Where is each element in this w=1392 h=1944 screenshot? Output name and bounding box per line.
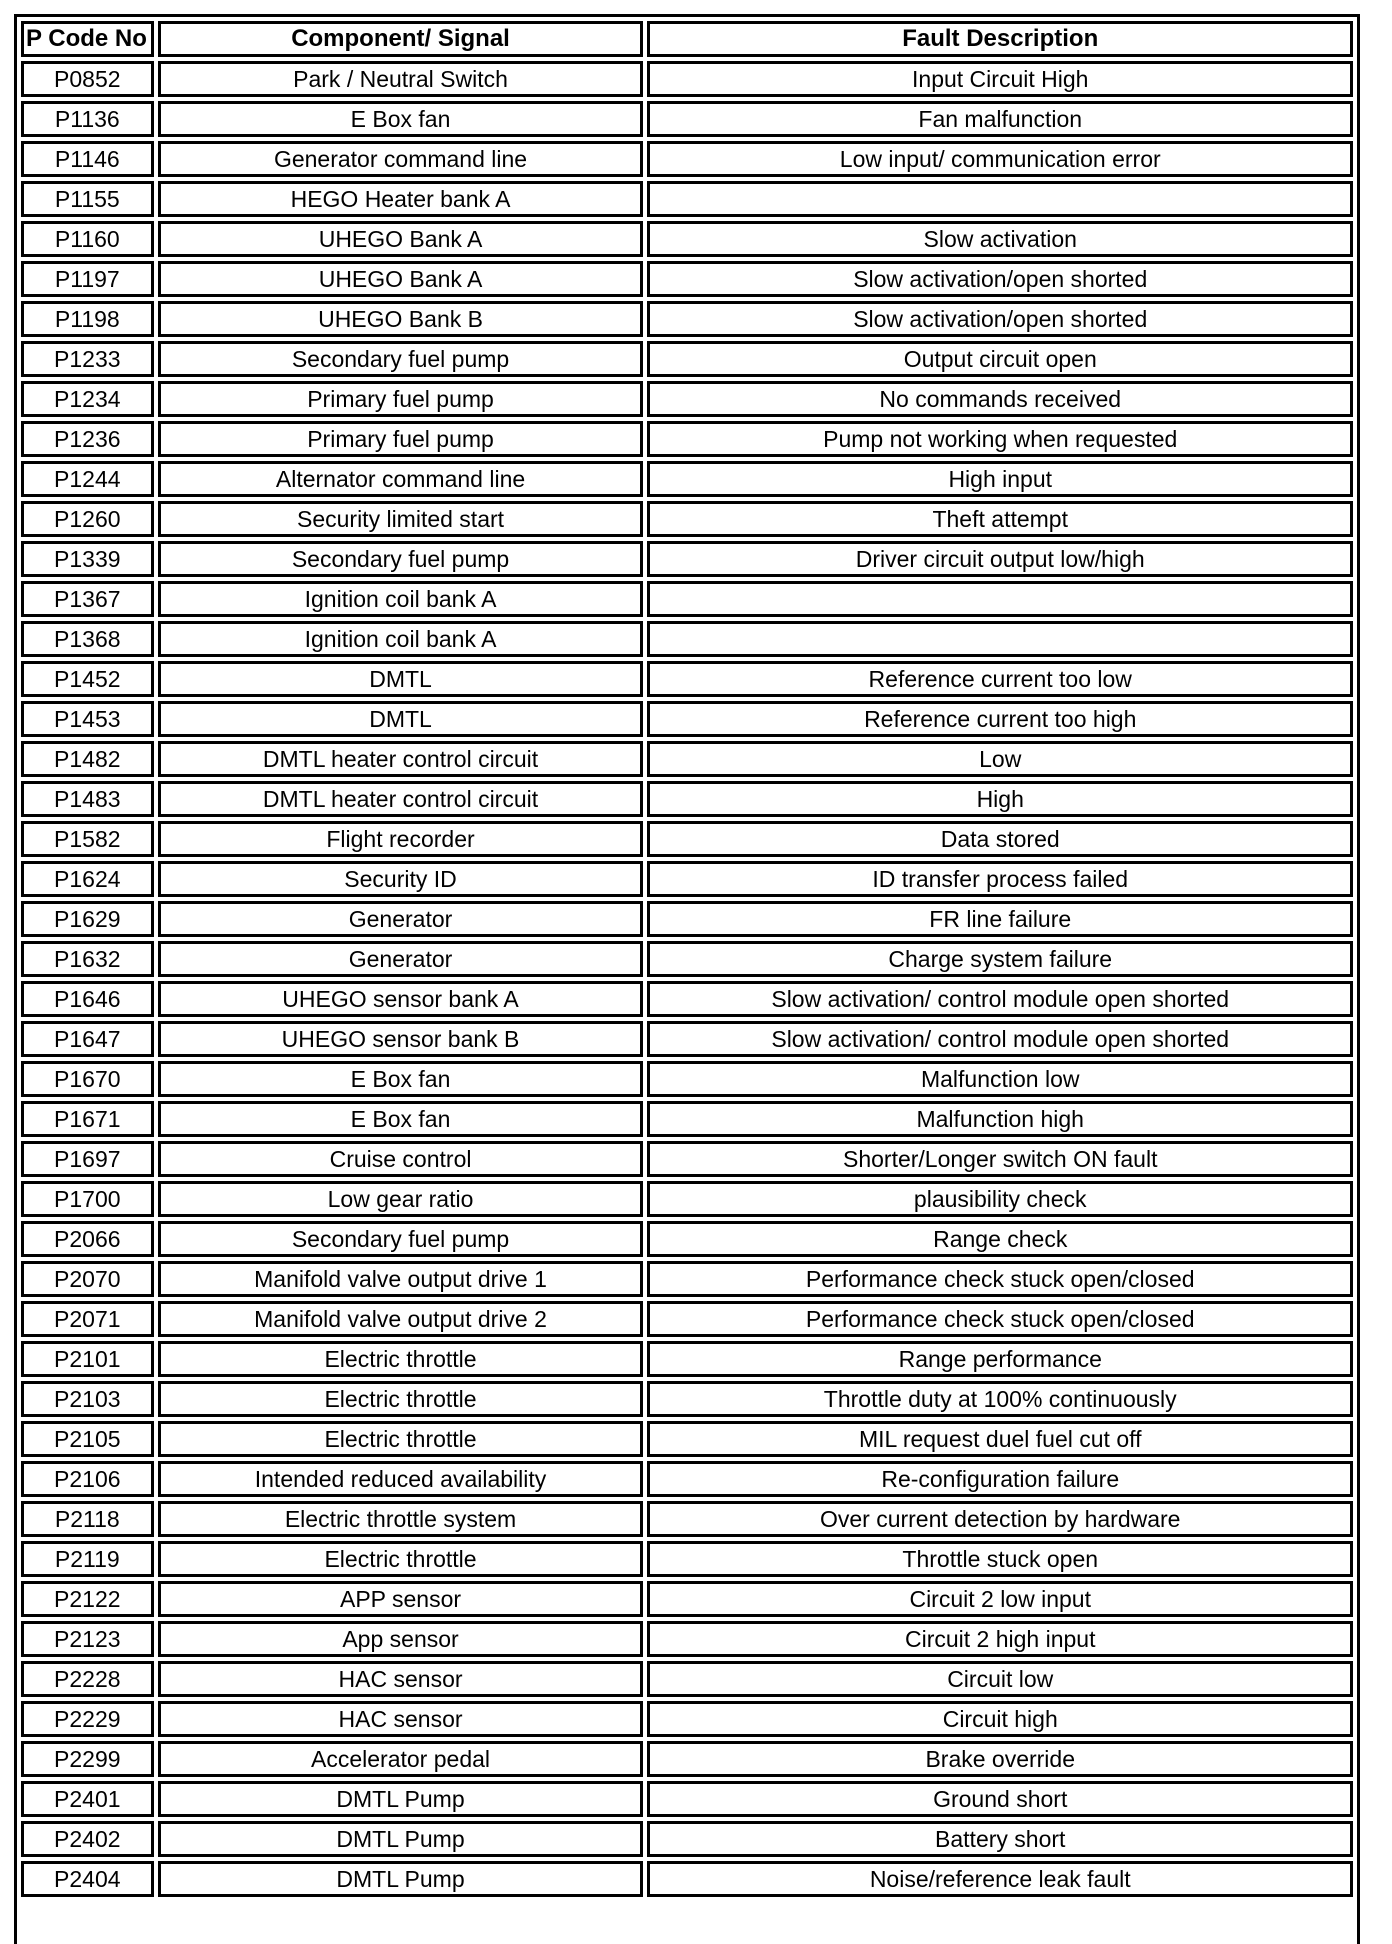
- cell-component: DMTL Pump: [158, 1861, 644, 1897]
- cell-code: P1260: [21, 501, 154, 537]
- cell-code: P1670: [21, 1061, 154, 1097]
- cell-fault: FR line failure: [647, 901, 1353, 937]
- cell-code: P1671: [21, 1101, 154, 1137]
- cell-fault: Battery short: [647, 1821, 1353, 1857]
- cell-code: P1136: [21, 101, 154, 137]
- table-row: [21, 621, 1353, 657]
- cell-code: P1244: [21, 461, 154, 497]
- cell-fault: Charge system failure: [647, 941, 1353, 977]
- cell-fault: Data stored: [647, 821, 1353, 857]
- cell-fault: Range check: [647, 1221, 1353, 1257]
- cell-fault: Noise/reference leak fault: [647, 1861, 1353, 1897]
- column-header-code: P Code No: [21, 21, 154, 57]
- cell-component: Generator command line: [158, 141, 644, 177]
- cell-fault: Input Circuit High: [647, 61, 1353, 97]
- table-row: [21, 181, 1353, 217]
- cell-fault: Pump not working when requested: [647, 421, 1353, 457]
- table-row: [21, 301, 1353, 337]
- cell-fault: High: [647, 781, 1353, 817]
- fault-code-table: [17, 17, 1357, 1901]
- cell-fault: Circuit 2 low input: [647, 1581, 1353, 1617]
- cell-fault: Slow activation: [647, 221, 1353, 257]
- table-row: [21, 661, 1353, 697]
- table-row: [21, 101, 1353, 137]
- cell-component: Cruise control: [158, 1141, 644, 1177]
- cell-code: P1234: [21, 381, 154, 417]
- cell-component: E Box fan: [158, 101, 644, 137]
- cell-component: DMTL heater control circuit: [158, 741, 644, 777]
- cell-fault: [647, 621, 1353, 657]
- cell-code: P1233: [21, 341, 154, 377]
- table-row: [21, 1701, 1353, 1737]
- cell-fault: Over current detection by hardware: [647, 1501, 1353, 1537]
- cell-code: P2402: [21, 1821, 154, 1857]
- cell-component: DMTL Pump: [158, 1781, 644, 1817]
- cell-component: APP sensor: [158, 1581, 644, 1617]
- cell-fault: Ground short: [647, 1781, 1353, 1817]
- table-row: [21, 61, 1353, 97]
- cell-code: P1453: [21, 701, 154, 737]
- table-row: [21, 1501, 1353, 1537]
- cell-fault: Slow activation/ control module open shorted: [647, 981, 1353, 1017]
- cell-fault: Output circuit open: [647, 341, 1353, 377]
- cell-code: P1368: [21, 621, 154, 657]
- cell-fault: MIL request duel fuel cut off: [647, 1421, 1353, 1457]
- cell-code: P1624: [21, 861, 154, 897]
- cell-fault: Malfunction low: [647, 1061, 1353, 1097]
- cell-fault: Circuit 2 high input: [647, 1621, 1353, 1657]
- table-row: [21, 821, 1353, 857]
- cell-fault: Slow activation/ control module open shorted: [647, 1021, 1353, 1057]
- table-row: [21, 141, 1353, 177]
- cell-component: Security ID: [158, 861, 644, 897]
- table-row: [21, 541, 1353, 577]
- cell-fault: Fan malfunction: [647, 101, 1353, 137]
- cell-fault: Brake override: [647, 1741, 1353, 1777]
- cell-code: P0852: [21, 61, 154, 97]
- cell-code: P1482: [21, 741, 154, 777]
- cell-component: Low gear ratio: [158, 1181, 644, 1217]
- cell-component: Flight recorder: [158, 821, 644, 857]
- cell-code: P2101: [21, 1341, 154, 1377]
- table-row: [21, 1301, 1353, 1337]
- cell-code: P2229: [21, 1701, 154, 1737]
- cell-fault: Reference current too high: [647, 701, 1353, 737]
- cell-component: Electric throttle system: [158, 1501, 644, 1537]
- cell-code: P1197: [21, 261, 154, 297]
- cell-fault: Driver circuit output low/high: [647, 541, 1353, 577]
- cell-code: P2106: [21, 1461, 154, 1497]
- cell-component: Electric throttle: [158, 1381, 644, 1417]
- cell-fault: Throttle stuck open: [647, 1541, 1353, 1577]
- table-row: [21, 421, 1353, 457]
- cell-component: Manifold valve output drive 1: [158, 1261, 644, 1297]
- cell-component: DMTL Pump: [158, 1821, 644, 1857]
- cell-fault: Low input/ communication error: [647, 141, 1353, 177]
- table-row: [21, 981, 1353, 1017]
- cell-code: P1236: [21, 421, 154, 457]
- cell-component: DMTL: [158, 701, 644, 737]
- table-row: [21, 1101, 1353, 1137]
- cell-fault: High input: [647, 461, 1353, 497]
- cell-code: P2070: [21, 1261, 154, 1297]
- cell-code: P1452: [21, 661, 154, 697]
- document-page: [14, 14, 1360, 1944]
- cell-component: Primary fuel pump: [158, 381, 644, 417]
- cell-fault: Re-configuration failure: [647, 1461, 1353, 1497]
- cell-code: P1647: [21, 1021, 154, 1057]
- cell-fault: [647, 581, 1353, 617]
- cell-component: UHEGO Bank A: [158, 221, 644, 257]
- cell-fault: Performance check stuck open/closed: [647, 1301, 1353, 1337]
- cell-component: UHEGO Bank A: [158, 261, 644, 297]
- cell-code: P1483: [21, 781, 154, 817]
- table-row: [21, 501, 1353, 537]
- table-row: [21, 701, 1353, 737]
- cell-code: P1146: [21, 141, 154, 177]
- cell-code: P1629: [21, 901, 154, 937]
- table-row: [21, 461, 1353, 497]
- cell-code: P1160: [21, 221, 154, 257]
- cell-fault: No commands received: [647, 381, 1353, 417]
- table-row: [21, 1061, 1353, 1097]
- cell-component: DMTL: [158, 661, 644, 697]
- table-row: [21, 1821, 1353, 1857]
- cell-component: UHEGO Bank B: [158, 301, 644, 337]
- cell-component: Electric throttle: [158, 1541, 644, 1577]
- table-row: [21, 1461, 1353, 1497]
- table-row: [21, 1661, 1353, 1697]
- table-row: [21, 901, 1353, 937]
- table-row: [21, 1181, 1353, 1217]
- cell-fault: Malfunction high: [647, 1101, 1353, 1137]
- cell-component: E Box fan: [158, 1101, 644, 1137]
- cell-component: Accelerator pedal: [158, 1741, 644, 1777]
- cell-fault: Low: [647, 741, 1353, 777]
- cell-code: P2228: [21, 1661, 154, 1697]
- table-row: [21, 861, 1353, 897]
- cell-code: P1697: [21, 1141, 154, 1177]
- cell-code: P1582: [21, 821, 154, 857]
- cell-fault: Circuit high: [647, 1701, 1353, 1737]
- cell-code: P2103: [21, 1381, 154, 1417]
- cell-component: HEGO Heater bank A: [158, 181, 644, 217]
- cell-component: Alternator command line: [158, 461, 644, 497]
- table-row: [21, 341, 1353, 377]
- cell-code: P1632: [21, 941, 154, 977]
- cell-component: HAC sensor: [158, 1661, 644, 1697]
- cell-code: P2071: [21, 1301, 154, 1337]
- table-row: [21, 581, 1353, 617]
- cell-code: P1155: [21, 181, 154, 217]
- table-row: [21, 1421, 1353, 1457]
- cell-component: DMTL heater control circuit: [158, 781, 644, 817]
- table-row: [21, 941, 1353, 977]
- column-header-component: Component/ Signal: [158, 21, 644, 57]
- cell-fault: Reference current too low: [647, 661, 1353, 697]
- table-row: [21, 1141, 1353, 1177]
- cell-code: P1700: [21, 1181, 154, 1217]
- cell-component: UHEGO sensor bank B: [158, 1021, 644, 1057]
- cell-component: Intended reduced availability: [158, 1461, 644, 1497]
- cell-code: P2404: [21, 1861, 154, 1897]
- table-row: [21, 1621, 1353, 1657]
- header-row: [21, 21, 1353, 57]
- cell-fault: Slow activation/open shorted: [647, 261, 1353, 297]
- table-row: [21, 1781, 1353, 1817]
- cell-fault: Throttle duty at 100% continuously: [647, 1381, 1353, 1417]
- column-header-fault: Fault Description: [647, 21, 1353, 57]
- cell-fault: Performance check stuck open/closed: [647, 1261, 1353, 1297]
- cell-code: P1339: [21, 541, 154, 577]
- cell-component: Generator: [158, 941, 644, 977]
- cell-component: UHEGO sensor bank A: [158, 981, 644, 1017]
- cell-code: P2123: [21, 1621, 154, 1657]
- cell-component: Ignition coil bank A: [158, 621, 644, 657]
- cell-component: Electric throttle: [158, 1421, 644, 1457]
- table-row: [21, 1261, 1353, 1297]
- table-row: [21, 381, 1353, 417]
- cell-code: P2122: [21, 1581, 154, 1617]
- cell-fault: [647, 181, 1353, 217]
- table-row: [21, 1021, 1353, 1057]
- cell-code: P2066: [21, 1221, 154, 1257]
- cell-code: P2401: [21, 1781, 154, 1817]
- cell-fault: Range performance: [647, 1341, 1353, 1377]
- cell-component: Secondary fuel pump: [158, 1221, 644, 1257]
- table-row: [21, 781, 1353, 817]
- cell-component: Secondary fuel pump: [158, 341, 644, 377]
- table-body: [21, 61, 1353, 1897]
- cell-code: P2118: [21, 1501, 154, 1537]
- table-row: [21, 1221, 1353, 1257]
- cell-fault: plausibility check: [647, 1181, 1353, 1217]
- cell-fault: ID transfer process failed: [647, 861, 1353, 897]
- table-row: [21, 221, 1353, 257]
- cell-fault: Circuit low: [647, 1661, 1353, 1697]
- cell-component: Secondary fuel pump: [158, 541, 644, 577]
- table-row: [21, 1381, 1353, 1417]
- cell-component: E Box fan: [158, 1061, 644, 1097]
- cell-code: P1198: [21, 301, 154, 337]
- cell-code: P1367: [21, 581, 154, 617]
- cell-fault: Slow activation/open shorted: [647, 301, 1353, 337]
- table-row: [21, 1861, 1353, 1897]
- cell-code: P2105: [21, 1421, 154, 1457]
- cell-component: App sensor: [158, 1621, 644, 1657]
- cell-component: Electric throttle: [158, 1341, 644, 1377]
- cell-component: Park / Neutral Switch: [158, 61, 644, 97]
- table-row: [21, 261, 1353, 297]
- cell-component: Manifold valve output drive 2: [158, 1301, 644, 1337]
- table-row: [21, 1341, 1353, 1377]
- cell-component: Generator: [158, 901, 644, 937]
- cell-component: Ignition coil bank A: [158, 581, 644, 617]
- cell-code: P2299: [21, 1741, 154, 1777]
- table-row: [21, 741, 1353, 777]
- cell-fault: Shorter/Longer switch ON fault: [647, 1141, 1353, 1177]
- cell-code: P1646: [21, 981, 154, 1017]
- table-row: [21, 1541, 1353, 1577]
- cell-component: Primary fuel pump: [158, 421, 644, 457]
- cell-component: HAC sensor: [158, 1701, 644, 1737]
- cell-code: P2119: [21, 1541, 154, 1577]
- table-row: [21, 1581, 1353, 1617]
- table-header: [21, 21, 1353, 57]
- table-row: [21, 1741, 1353, 1777]
- cell-fault: Theft attempt: [647, 501, 1353, 537]
- cell-component: Security limited start: [158, 501, 644, 537]
